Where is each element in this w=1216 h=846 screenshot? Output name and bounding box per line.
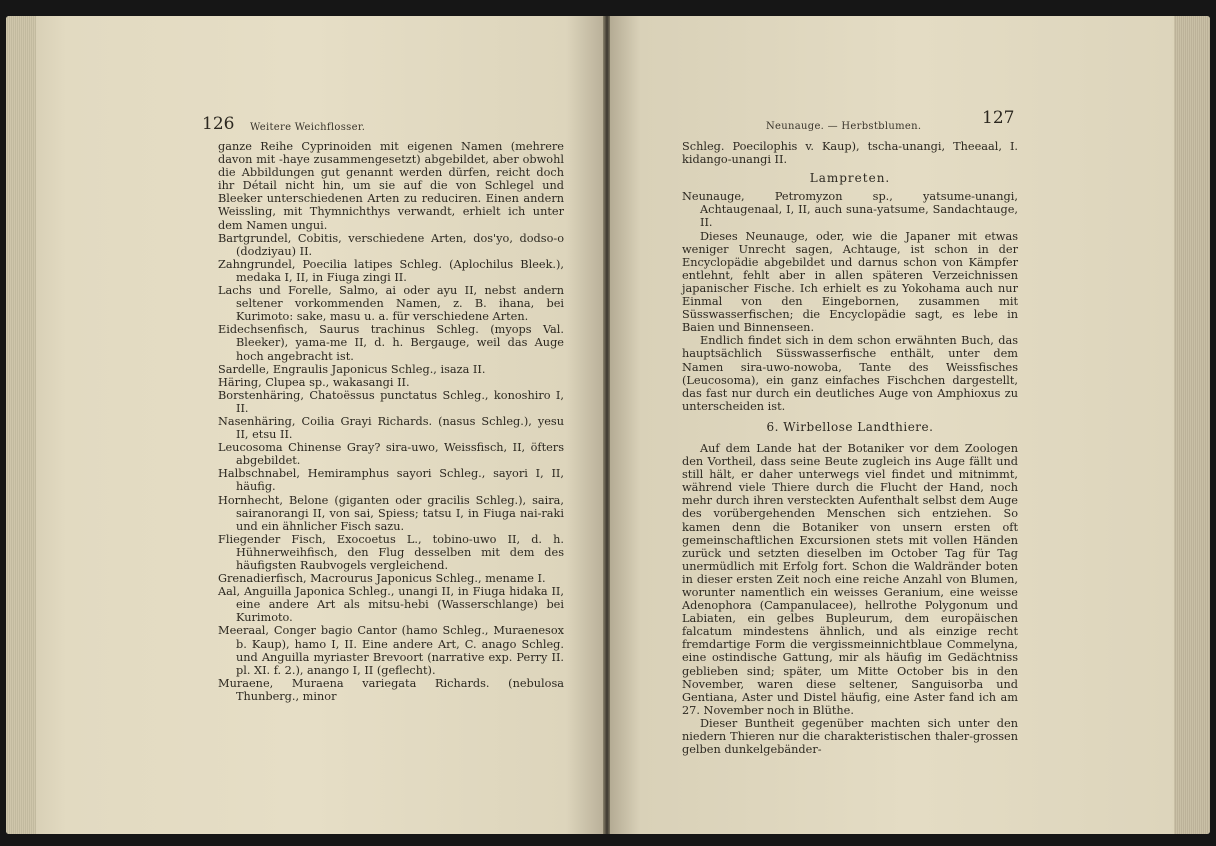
list-item: Fliegender Fisch, Exocoetus L., tobino-uwo II, d. h. Hühnerweihfisch, den Flug desselben mit dem des häufigsten Raubvogels vergleichend. [218,532,564,572]
right-page-text [682,140,1018,756]
paragraph: Dieser Buntheit gegenüber machten sich unter den niedern Thieren nur die charakteristischen thaler-grossen gelben dunkelgebänder- [682,716,1018,757]
list-item: Lachs und Forelle, Salmo, ai oder ayu II, nebst andern seltener vorkommenden Namen, z. B. ihana, bei Kurimoto: sake, masu u. a. für verschiedene Arten. [218,284,564,324]
list-item: Neunauge, Petromyzon sp., yatsume-unangi, Achtaugenaal, I, II, auch suna-yatsume, Sandachtauge, II. [682,190,1018,230]
intro-paragraph: ganze Reihe Cyprinoiden mit eigenen Namen (mehrere davon mit -haye zusammengesetzt) abgebildet, aber obwohl die Abbildungen gut genannt werden dürfen, reicht doch ihr Détail nicht hin, um sie auf die von Schlegel und Bleeker unterschiedenen Arten zu reduciren. Einen andern Weissling, mit Thymnichthys verwandt, erhielt ich unter dem Namen ungui. [218,140,564,232]
section-heading-lampreten: Lampreten. [809,171,891,186]
list-item: Grenadierfisch, Macrourus Japonicus Schleg., mename I. [218,572,546,586]
list-item: Hornhecht, Belone (giganten oder gracilis Schleg.), saira, sairanorangi II, von sai, Spiess; tatsu I, in Fiuga nai-raki und ein ähnlicher Fisch sazu. [218,493,564,533]
page-number-left: 126 [202,114,235,134]
left-page-text [218,140,564,703]
list-item: Aal, Anguilla Japonica Schleg., unangi II, in Fiuga hidaka II, eine andere Art als mitsu-hebi (Wasserschlange) bei Kurimoto. [218,585,564,625]
paragraph: Dieses Neunauge, oder, wie die Japaner mit etwas weniger Unrecht sagen, Achtauge, ist schon in der Encyclopädie abgebildet und darnus schon von Kämpfer entlehnt, fehlt aber in allen späteren Verzeichnissen japanischer Fische. Ich erhielt es zu Yokohama auch nur Einmal von den Eingebornen, zusammen mit Süsswasserfischen; die Encyclopädie sagt, es lebe in Baien und Binnenseen. [682,229,1018,335]
paragraph: Auf dem Lande hat der Botaniker vor dem Zoologen den Vortheil, dass seine Beute zugleich ins Auge fällt und still hält, er daher unterwegs viel findet und mitnimmt, während viele Thiere durch die Flucht der Hand, noch mehr durch ihren versteckten Aufenthalt selbst dem Auge des vorübergehenden Menschen sich entziehen. So kamen denn die Botaniker von unsern ersten oft gemeinschaftlichen Excursionen stets mit vollen Händen zurück und setzten dieselben im October Tag für Tag unermüdlich mit Erfolg fort. Schon die Waldränder boten in dieser ersten Zeit noch eine reiche Anzahl von Blumen, worunter namentlich ein weisses Geranium, eine weisse Adenophora (Campanulacee), hellrothe Polygonum und Labiaten, ein gelbes Bupleurum, dem europäischen falcatum mindestens ähnlich, und als einzige recht fremdartige Form die vergissmeinnichtblaue Commelyna, eine ostindische Gattung, mir als häufig im Gedächtniss geblieben sind; später, um Mitte October bis in den November, waren diese seltener, Sanguisorba und Gentiana, Aster und Distel häufig, eine Aster fand ich am 27. November noch in Blüthe. [682,441,1018,717]
list-item: Halbschnabel, Hemiramphus sayori Schleg., sayori I, II, häufig. [218,467,564,494]
list-item: Nasenhäring, Coilia Grayi Richards. (nasus Schleg.), yesu II, etsu II. [218,414,564,442]
paragraph: Endlich findet sich in dem schon erwähnten Buch, das hauptsächlich Süsswasserfische enthält, unter dem Namen sira-uwo-nowoba, Tante des Weissfisches (Leucosoma), ein ganz einfaches Fischchen dargestellt, das fast nur durch ein deutliches Auge von Amphioxus zu unterscheiden ist. [682,334,1018,413]
list-item: Meeraal, Conger bagio Cantor (hamo Schleg., Muraenesox b. Kaup), hamo I, II. Eine andere Art, C. anago Schleg. und Anguilla myriaster Brevoort (narrative exp. Perry II. pl. XI. f. 2.), anango I, II (geflecht). [218,624,564,677]
list-item: Borstenhäring, Chatoëssus punctatus Schleg., konoshiro I, II. [218,388,564,415]
right-page [610,16,1210,834]
list-item: Bartgrundel, Cobitis, verschiedene Arten, dos'yo, dodso-o (dodziyau) II. [218,231,564,258]
list-item: Sardelle, Engraulis Japonicus Schleg., isaza II. [218,362,486,376]
list-item: Leucosoma Chinense Gray? sira-uwo, Weissfisch, II, öfters abgebildet. [218,441,564,468]
list-item: Zahngrundel, Poecilia latipes Schleg. (Aplochilus Bleek.), medaka I, II, in Fiuga zingi II. [218,257,564,284]
page-edges-left [6,16,36,834]
running-head-right: Neunauge. — Herbstblumen. [766,121,922,132]
left-page [6,16,604,834]
list-item: Häring, Clupea sp., wakasangi II. [218,375,410,389]
open-book [6,16,1210,834]
continuation-text: Schleg. Poecilophis v. Kaup), tscha-unangi, Theeaal, I. kidango-unangi II. [682,140,1018,167]
page-number-right: 127 [982,108,1015,128]
list-item: Eidechsenfisch, Saurus trachinus Schleg. (myops Val. Bleeker), yama-me II, d. h. Bergauge, weil das Auge hoch angebracht ist. [218,323,564,363]
page-edges-right [1174,16,1210,834]
list-item: Muraene, Muraena variegata Richards. (nebulosa Thunberg., minor [218,676,564,703]
section-heading-wirbellose: 6. Wirbellose Landthiere. [766,419,934,434]
running-head-left: Weitere Weichflosser. [250,122,366,133]
